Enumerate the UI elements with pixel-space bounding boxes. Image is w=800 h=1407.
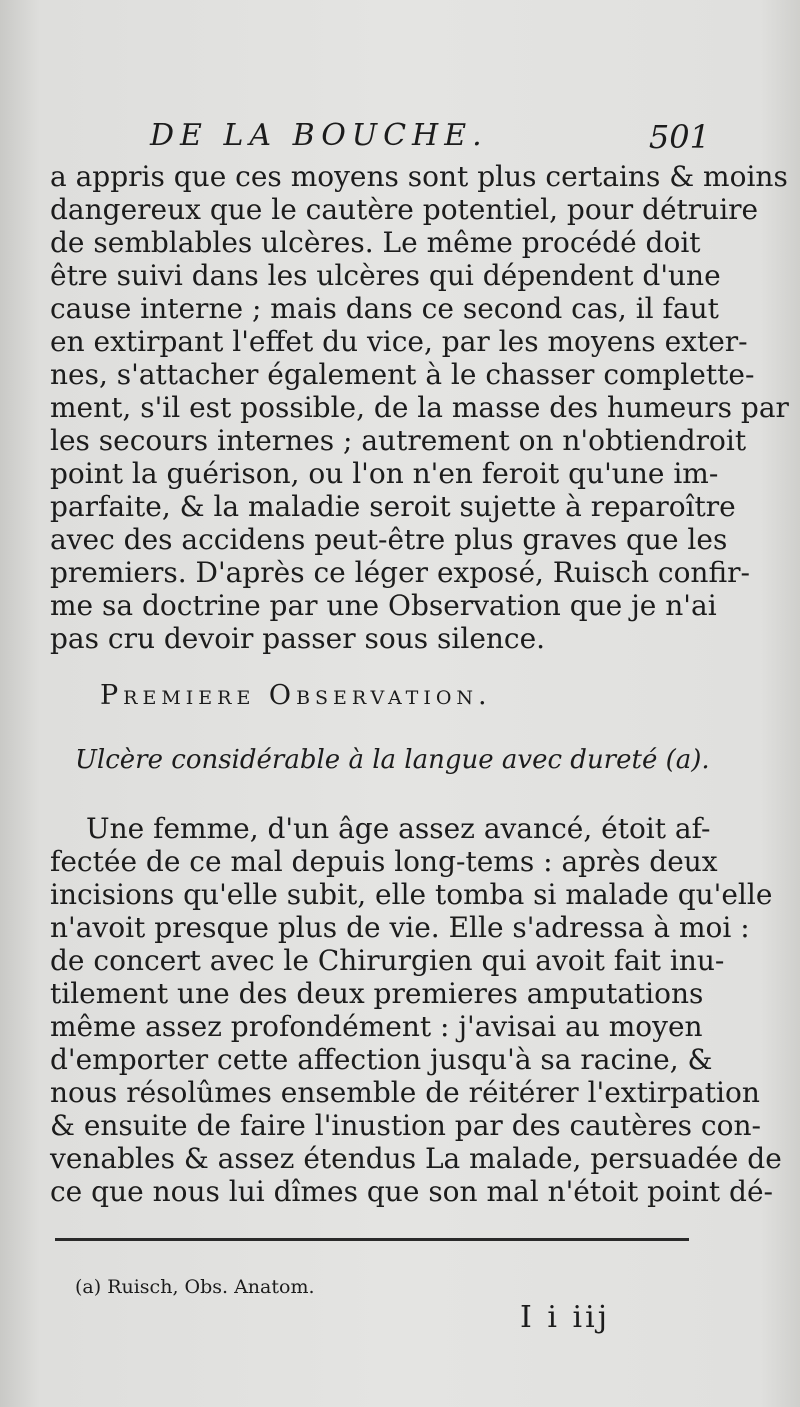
- text-line: de semblables ulcères. Le même procédé doit: [50, 226, 701, 259]
- text-line: nes, s'attacher également à le chasser complette-: [50, 358, 755, 391]
- text-line: pas cru devoir passer sous silence.: [50, 622, 546, 655]
- page-number: 501: [648, 118, 710, 156]
- text-line: premiers. D'après ce léger exposé, Ruisch confir-: [50, 556, 750, 589]
- observation-subheading: Ulcère considérable à la langue avec dureté (a).: [75, 745, 710, 775]
- text-line: incisions qu'elle subit, elle tomba si malade qu'elle: [50, 878, 773, 911]
- footnote-rule: [55, 1238, 689, 1241]
- text-line: Une femme, d'un âge assez avancé, étoit af-: [86, 812, 711, 845]
- section-heading: Premiere Observation.: [100, 680, 492, 711]
- text-line: cause interne ; mais dans ce second cas, il faut: [50, 292, 719, 325]
- page-header: [150, 118, 710, 158]
- text-line: être suivi dans les ulcères qui dépendent d'une: [50, 259, 721, 292]
- text-line: les secours internes ; autrement on n'obtiendroit: [50, 424, 747, 457]
- text-line: ce que nous lui dîmes que son mal n'étoit point dé-: [50, 1175, 773, 1208]
- text-line: dangereux que le cautère potentiel, pour détruire: [50, 193, 759, 226]
- text-line: ment, s'il est possible, de la masse des humeurs par: [50, 391, 789, 424]
- text-line: tilement une des deux premieres amputations: [50, 977, 704, 1010]
- signature-mark: I i iij: [520, 1300, 611, 1335]
- running-head: DE LA BOUCHE.: [150, 118, 488, 153]
- text-line: avec des accidens peut-être plus graves que les: [50, 523, 728, 556]
- footnote: (a) Ruisch, Obs. Anatom.: [75, 1276, 315, 1298]
- text-line: fectée de ce mal depuis long-tems : après deux: [50, 845, 718, 878]
- text-line: d'emporter cette affection jusqu'à sa racine, &: [50, 1043, 713, 1076]
- paragraph-1: [50, 160, 789, 655]
- text-line: point la guérison, ou l'on n'en feroit qu'une im-: [50, 457, 719, 490]
- text-line: en extirpant l'effet du vice, par les moyens exter-: [50, 325, 748, 358]
- text-line: venables & assez étendus La malade, persuadée de: [50, 1142, 782, 1175]
- text-line: nous résolûmes ensemble de réitérer l'extirpation: [50, 1076, 760, 1109]
- paragraph-2: [50, 812, 782, 1208]
- text-line: de concert avec le Chirurgien qui avoit fait inu-: [50, 944, 725, 977]
- text-line: même assez profondément : j'avisai au moyen: [50, 1010, 703, 1043]
- text-line: a appris que ces moyens sont plus certains & moins: [50, 160, 788, 193]
- text-line: n'avoit presque plus de vie. Elle s'adressa à moi :: [50, 911, 750, 944]
- text-line: & ensuite de faire l'inustion par des cautères con-: [50, 1109, 761, 1142]
- text-line: me sa doctrine par une Observation que je n'ai: [50, 589, 717, 622]
- text-line: parfaite, & la maladie seroit sujette à reparoître: [50, 490, 736, 523]
